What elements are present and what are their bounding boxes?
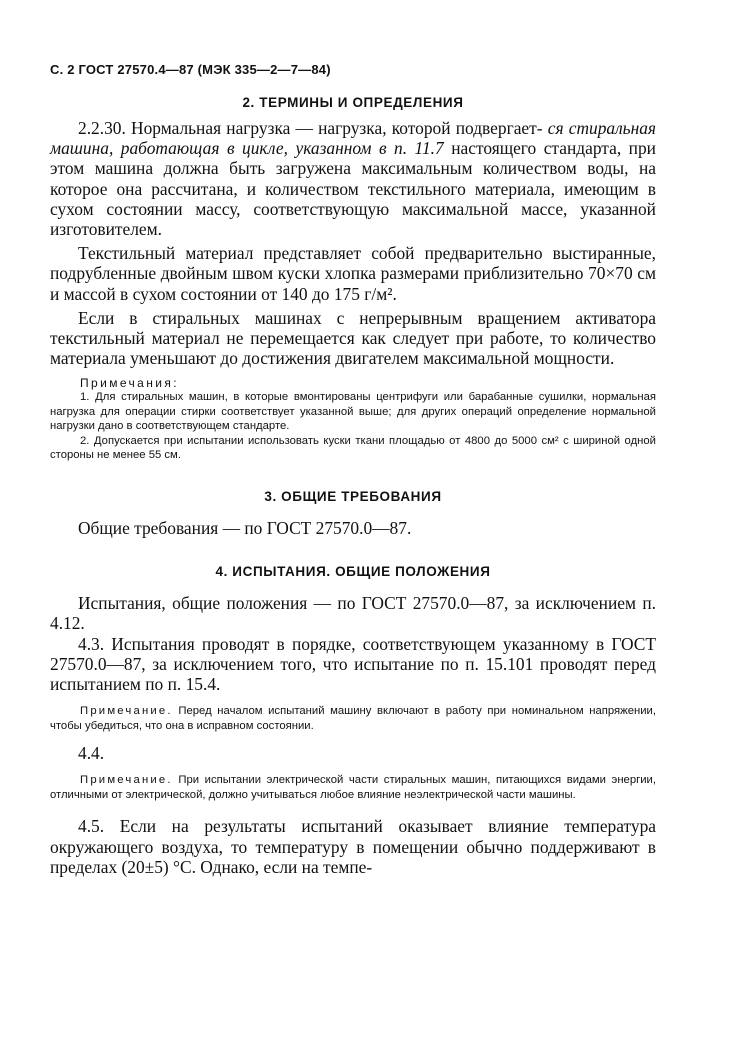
note-1: 1. Для стиральных машин, в которые вмонтированы центрифуги или барабанные сушилки, нормальная нагрузка для операции стирки соответствует указанной выше; для других операций определение нормальной нагрузки дано в соответствующем стандарте. bbox=[50, 391, 656, 433]
note-b bbox=[50, 773, 656, 802]
clause-2-2-30 bbox=[50, 118, 656, 239]
tests-general-paragraph: Испытания, общие положения — по ГОСТ 27570.0—87, за исключением п. 4.12. bbox=[50, 593, 656, 634]
document-page bbox=[50, 56, 656, 877]
section-3-title: 3. ОБЩИЕ ТРЕБОВАНИЯ bbox=[264, 488, 442, 504]
clause-2-2-30-italic: ся стиральная машина, работающая в цикле, указанном в п. 11.7 bbox=[50, 118, 656, 159]
activator-paragraph: Если в стиральных машинах с непрерывным вращением активатора текстильный материал не перемещается как следует при работе, то количество материала уменьшают до достижения двигателем максимальной мощности. bbox=[50, 307, 656, 369]
textile-material-paragraph: Текстильный материал представляет собой предварительно выстиранные, подрубленные двойным швом куски хлопка размерами приблизительно 70×70 см и массой в сухом состоянии от 140 до 175 г/м². bbox=[50, 243, 656, 304]
general-requirements-paragraph: Общие требования — по ГОСТ 27570.0—87. bbox=[78, 517, 412, 538]
note-a bbox=[50, 704, 656, 733]
section-2-title: 2. ТЕРМИНЫ И ОПРЕДЕЛЕНИЯ bbox=[242, 95, 464, 110]
clause-2-2-30-rest: настоящего стандарта, при этом машина должна быть загружена максимальным количеством воды, на которое она рассчитана, и количеством текстильного материала, имеющим в сухом состоянии массу, соответствующую максимальной массе, указанной изготовителем. bbox=[50, 138, 656, 240]
clause-2-2-30-prefix: 2.2.30. Нормальная нагрузка — нагрузка, которой подвергает- bbox=[78, 118, 543, 138]
note-b-text: При испытании электрической части стиральных машин, питающихся видами энергии, отличными от электрической, должно учитываться любое влияние неэлектрической части машины. bbox=[50, 774, 656, 801]
note-2: 2. Допускается при испытании использовать куски ткани площадью от 4800 до 5000 см² с шириной одной стороны не менее 55 см. bbox=[50, 434, 656, 462]
clause-4-3: 4.3. Испытания проводят в порядке, соответствующем указанному в ГОСТ 27570.0—87, за исключением того, что испытание по п. 15.101 проводят перед испытанием по п. 15.4. bbox=[50, 633, 656, 694]
page-header: С. 2 ГОСТ 27570.4—87 (МЭК 335—2—7—84) bbox=[50, 62, 331, 77]
note-a-text: Перед началом испытаний машину включают в работу при номинальном напряжении, чтобы убедиться, что она в исправном состоянии. bbox=[50, 705, 656, 732]
clause-4-5: 4.5. Если на результаты испытаний оказывает влияние температура окружающего воздуха, то температуру в помещении обычно поддерживают в пределах (20±5) °С. Однако, если на темпе- bbox=[50, 816, 656, 877]
note-b-label: Примечание. bbox=[80, 774, 173, 787]
notes-label: Примечания: bbox=[80, 376, 180, 391]
note-a-label: Примечание. bbox=[80, 705, 173, 718]
clause-4-4: 4.4. bbox=[78, 743, 105, 764]
section-4-title: 4. ИСПЫТАНИЯ. ОБЩИЕ ПОЛОЖЕНИЯ bbox=[215, 564, 491, 580]
